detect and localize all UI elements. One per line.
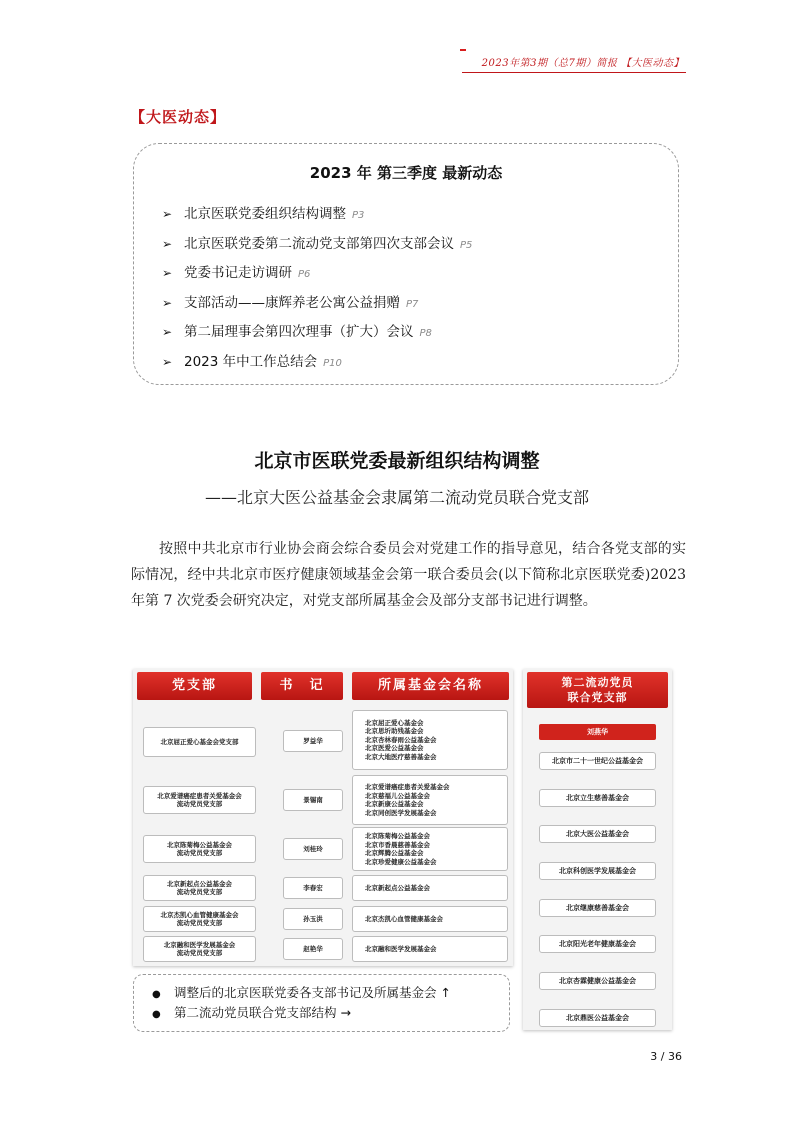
- summary-item-page: P6: [298, 269, 311, 280]
- summary-item[interactable]: [162, 348, 472, 378]
- caption-item: [152, 983, 451, 1003]
- header-branch: 党支部: [137, 672, 252, 700]
- member-foundation: 北京阳光老年健康基金会: [539, 935, 656, 953]
- summary-item[interactable]: [162, 230, 472, 260]
- bullet-dot-icon: ●: [152, 989, 161, 1000]
- summary-item-label: 支部活动——康辉养老公寓公益捐赠: [184, 294, 400, 311]
- summary-item[interactable]: [162, 200, 472, 230]
- section-tag: 【大医动态】: [130, 108, 227, 126]
- summary-title: 2023 年 第三季度 最新动态: [309, 164, 503, 182]
- arrow-bullet-icon: ➢: [162, 266, 173, 280]
- summary-item-label: 党委书记走访调研: [184, 265, 292, 281]
- member-foundation: 北京杏霖健康公益基金会: [539, 972, 656, 990]
- summary-item-label: 北京医联党委第二流动党支部第四次支部会议: [184, 235, 454, 252]
- second-branch-header: 第二流动党员 联合党支部: [527, 672, 668, 708]
- branch-cell: 北京爱谱癌症患者关爱基金会 流动党员党支部: [143, 786, 256, 814]
- member-foundation: 北京鼎医公益基金会: [539, 1009, 656, 1027]
- summary-item-label: 2023 年中工作总结会: [184, 353, 318, 370]
- summary-item[interactable]: [162, 289, 472, 319]
- summary-item-page: P8: [419, 328, 432, 339]
- caption-item: [152, 1003, 451, 1023]
- summary-item[interactable]: [162, 259, 472, 289]
- quarter-summary-box: [133, 143, 679, 385]
- caption-text: 调整后的北京医联党委各支部书记及所属基金会 ↑: [174, 985, 451, 1000]
- branch-cell: 北京屈正爱心基金会党支部: [143, 727, 256, 757]
- branch-cell: 北京融和医学发展基金会 流动党员党支部: [143, 936, 256, 962]
- summary-item-page: P3: [352, 210, 365, 221]
- header-secretary: 书 记: [261, 672, 343, 700]
- summary-item-page: P5: [460, 239, 473, 251]
- member-foundation: 北京立生慈善基金会: [539, 789, 656, 807]
- page-number: 3 / 36: [650, 1050, 682, 1063]
- header-rule: [462, 72, 686, 73]
- foundations-cell: 北京屈正爱心基金会 北京思圻助残基金会 北京杏林春雨公益基金会 北京医爱公益基金会 北京大地医疗慈善基金会: [352, 710, 508, 770]
- header-accent-mark: [460, 49, 466, 51]
- member-foundation: 北京市二十一世纪公益基金会: [539, 752, 656, 770]
- article-body: 按照中共北京市行业协会商会综合委员会对党建工作的指导意见，结合各党支部的实际情况，经中共北京市医疗健康领域基金会第一联合委员会(以下简称北京医联党委)2023 年第 7 次党委会研究决定，对党支部所属基金会及部分支部书记进行调整。: [131, 541, 686, 609]
- foundations-cell: 北京杰凯心血管健康基金会: [352, 906, 508, 932]
- branch-structure-diagram: [133, 669, 513, 966]
- foundations-cell: 北京爱谱癌症患者关爱基金会 北京慈福儿公益基金会 北京新康公益基金会 北京同创医学发展基金会: [352, 775, 508, 825]
- summary-item-page: P7: [406, 298, 419, 310]
- secretary-cell: 赵艳华: [283, 938, 343, 960]
- secretary-cell: 孙玉洪: [283, 908, 343, 930]
- header-foundations: 所属基金会名称: [352, 672, 509, 700]
- member-foundation: 北京大医公益基金会: [539, 825, 656, 843]
- secretary-cell: 景锡南: [283, 789, 343, 811]
- summary-item[interactable]: [162, 318, 472, 348]
- branch-cell: 北京陈菊梅公益基金会 流动党员党支部: [143, 835, 256, 863]
- arrow-bullet-icon: ➢: [162, 354, 173, 369]
- second-branch-secretary: 刘燕华: [539, 724, 656, 740]
- article-subtitle: ——北京大医公益基金会隶属第二流动党员联合党支部: [204, 488, 589, 507]
- summary-item-label: 第二届理事会第四次理事（扩大）会议: [184, 324, 414, 340]
- secretary-cell: 罗益华: [283, 730, 343, 752]
- bullet-dot-icon: ●: [152, 1009, 161, 1020]
- member-foundation: 北京科创医学发展基金会: [539, 862, 656, 880]
- article-title: 北京市医联党委最新组织结构调整: [254, 450, 540, 472]
- foundations-cell: 北京陈菊梅公益基金会 北京市香晨慈善基金会 北京辉腾公益基金会 北京珍爱健康公益基金会: [352, 827, 508, 871]
- caption-list: [152, 983, 451, 1023]
- summary-item-label: 北京医联党委组织结构调整: [184, 206, 346, 222]
- member-foundation: 北京继康慈善基金会: [539, 899, 656, 917]
- issue-header: 2023年第3期（总7期）简报 【大医动态】: [481, 58, 684, 69]
- branch-cell: 北京新起点公益基金会 流动党员党支部: [143, 875, 256, 901]
- second-branch-diagram: [523, 669, 672, 1030]
- summary-list: [162, 200, 472, 377]
- arrow-bullet-icon: ➢: [162, 325, 173, 339]
- summary-item-page: P10: [323, 357, 342, 369]
- arrow-bullet-icon: ➢: [162, 295, 173, 310]
- figure-caption-box: [133, 974, 510, 1032]
- foundations-cell: 北京融和医学发展基金会: [352, 936, 508, 962]
- secretary-cell: 李春宏: [283, 877, 343, 899]
- caption-text: 第二流动党员联合党支部结构 →: [174, 1005, 351, 1020]
- secretary-cell: 刘桂玲: [283, 838, 343, 860]
- foundations-cell: 北京新起点公益基金会: [352, 875, 508, 901]
- branch-cell: 北京杰凯心血管健康基金会 流动党员党支部: [143, 906, 256, 932]
- arrow-bullet-icon: ➢: [162, 207, 173, 221]
- arrow-bullet-icon: ➢: [162, 236, 173, 251]
